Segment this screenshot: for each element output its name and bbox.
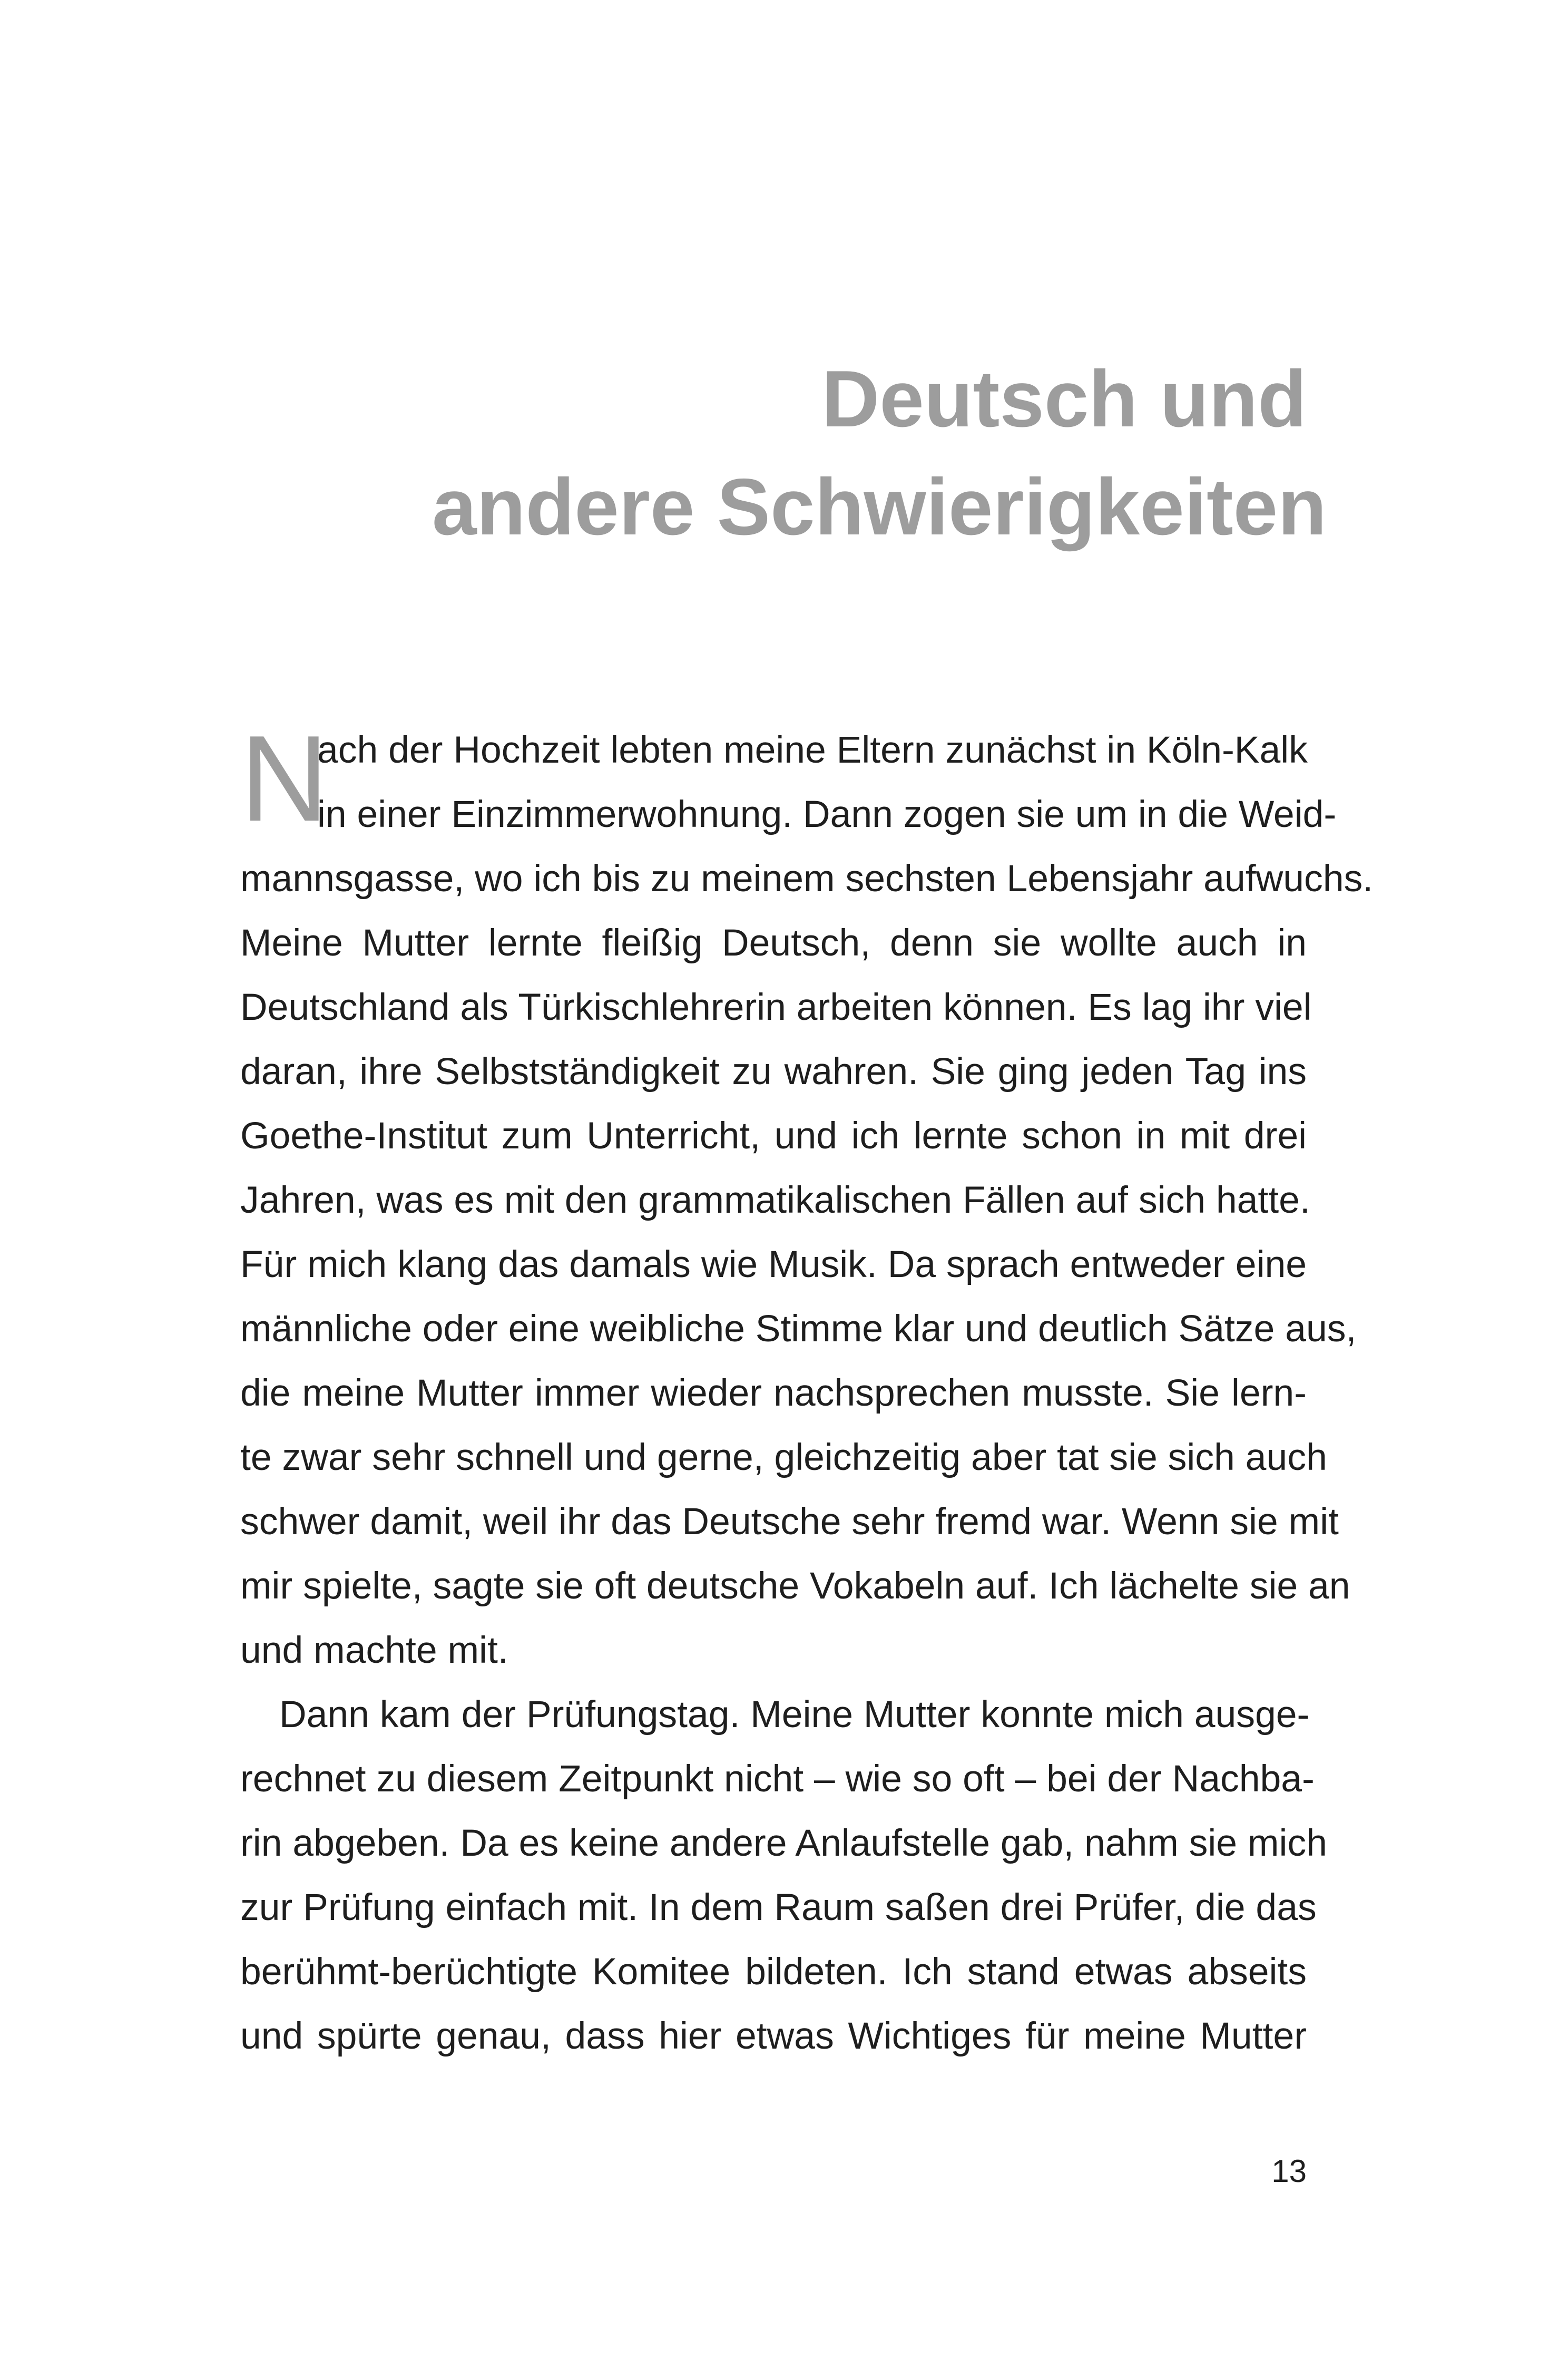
text-line: Für mich klang das damals wie Musik. Da sprach entweder eine (240, 1243, 1307, 1285)
text-line: die meine Mutter immer wieder nachsprechen musste. Sie lern- (240, 1372, 1307, 1414)
page-number: 13 (1271, 2153, 1307, 2189)
text-line: Deutschland als Türkischlehrerin arbeiten können. Es lag ihr viel (240, 986, 1312, 1028)
text-line: mannsgasse, wo ich bis zu meinem sechsten Lebensjahr aufwuchs. (240, 857, 1374, 900)
text-line: Meine Mutter lernte fleißig Deutsch, denn sie wollte auch in (240, 922, 1307, 964)
chapter-title-line-2: andere Schwierigkeiten (432, 462, 1327, 552)
text-line: te zwar sehr schnell und gerne, gleichzeitig aber tat sie sich auch (240, 1436, 1327, 1478)
text-line: mir spielte, sagte sie oft deutsche Vokabeln auf. Ich lächelte sie an (240, 1565, 1350, 1607)
text-line: Goethe-Institut zum Unterricht, und ich lernte schon in mit drei (240, 1115, 1307, 1157)
text-line: Jahren, was es mit den grammatikalischen Fällen auf sich hatte. (240, 1179, 1310, 1221)
chapter-title (432, 345, 1327, 561)
text-line: schwer damit, weil ihr das Deutsche sehr fremd war. Wenn sie mit (240, 1500, 1339, 1543)
chapter-title-line-1: Deutsch und (821, 354, 1307, 444)
text-line: ach der Hochzeit lebten meine Eltern zunächst in Köln-Kalk (317, 729, 1308, 771)
text-line: und spürte genau, dass hier etwas Wichtiges für meine Mutter (240, 2015, 1307, 2057)
text-line: rechnet zu diesem Zeitpunkt nicht – wie so oft – bei der Nachba- (240, 1758, 1315, 1800)
text-line: rin abgeben. Da es keine andere Anlaufstelle gab, nahm sie mich (240, 1822, 1327, 1864)
text-line: in einer Einzimmerwohnung. Dann zogen sie um in die Weid- (317, 793, 1337, 835)
text-line: berühmt-berüchtigte Komitee bildeten. Ich stand etwas abseits (240, 1951, 1307, 1993)
text-line: und machte mit. (240, 1629, 508, 1671)
text-line: daran, ihre Selbstständigkeit zu wahren. Sie ging jeden Tag ins (240, 1050, 1307, 1093)
text-line: Dann kam der Prüfungstag. Meine Mutter konnte mich ausge- (279, 1693, 1310, 1736)
text-line: zur Prüfung einfach mit. In dem Raum saßen drei Prüfer, die das (240, 1886, 1317, 1928)
drop-cap: N (240, 710, 329, 847)
text-line: männliche oder eine weibliche Stimme klar und deutlich Sätze aus, (240, 1308, 1357, 1350)
